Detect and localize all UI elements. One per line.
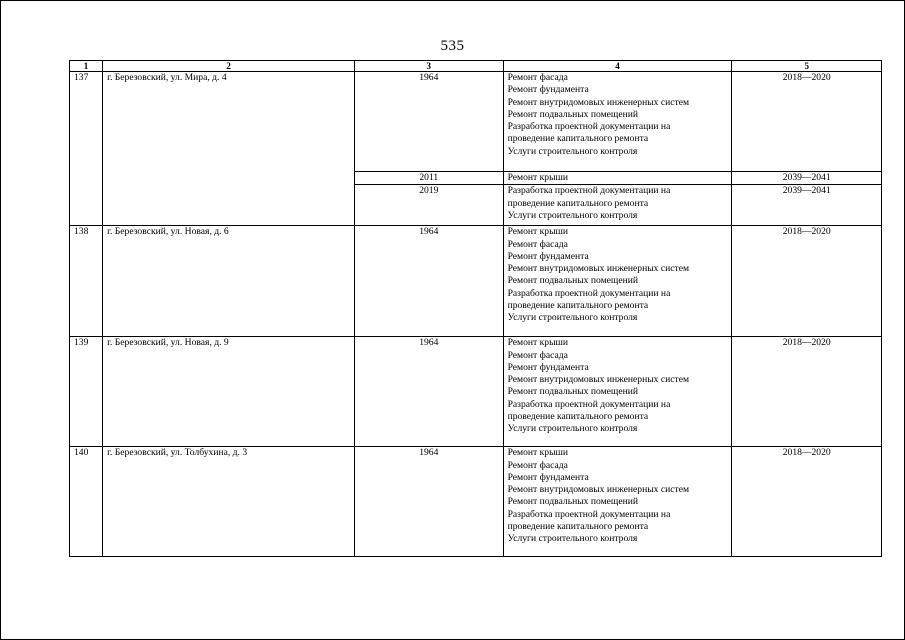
build-year: 1964 [355, 447, 504, 557]
column-header-3: 3 [355, 61, 504, 72]
building-address: г. Березовский, ул. Новая, д. 6 [103, 226, 355, 337]
work-item: Ремонт фасада [507, 238, 568, 250]
works-list [503, 447, 732, 557]
work-item: Услуги строительного контроля [507, 312, 638, 324]
work-item: Ремонт крыши [507, 226, 569, 238]
work-item: Услуги строительного контроля [507, 145, 638, 157]
work-item: проведение капитального ремонта [507, 521, 649, 533]
build-year: 1964 [355, 72, 504, 172]
work-item: Ремонт подвальных помещений [507, 108, 638, 120]
work-item: Ремонт внутридомовых инженерных систем [507, 96, 690, 108]
work-item: Разработка проектной документации на [507, 185, 671, 197]
build-year: 1964 [355, 337, 504, 447]
table-row [70, 72, 882, 172]
work-item: Ремонт фундамента [507, 471, 589, 483]
work-item: Ремонт подвальных помещений [507, 496, 638, 508]
work-item: Ремонт фасада [507, 72, 568, 83]
work-item: Ремонт фасада [507, 459, 568, 471]
work-item: Ремонт фундамента [507, 250, 589, 262]
column-number-row [70, 61, 882, 72]
work-item: Ремонт фасада [507, 349, 568, 361]
work-item: Ремонт подвальных помещений [507, 275, 638, 287]
work-item: Ремонт фундамента [507, 361, 589, 373]
work-item: Ремонт внутридомовых инженерных систем [507, 484, 690, 496]
repair-period: 2039—2041 [732, 172, 882, 185]
repair-period: 2018—2020 [732, 337, 882, 447]
table-row [70, 447, 882, 557]
table-row [70, 337, 882, 447]
work-item: Ремонт фундамента [507, 84, 589, 96]
repair-period: 2018—2020 [732, 447, 882, 557]
works-list [503, 226, 732, 337]
repair-schedule-table [69, 60, 882, 557]
building-address: г. Березовский, ул. Новая, д. 9 [103, 337, 355, 447]
building-address: г. Березовский, ул. Толбухина, д. 3 [103, 447, 355, 557]
column-header-4: 4 [503, 61, 732, 72]
table-row [70, 226, 882, 337]
repair-period: 2018—2020 [732, 226, 882, 337]
works-list [503, 185, 732, 226]
column-header-5: 5 [732, 61, 882, 72]
row-number: 140 [70, 447, 103, 557]
repair-period: 2039—2041 [732, 185, 882, 226]
repair-period: 2018—2020 [732, 72, 882, 172]
build-year: 1964 [355, 226, 504, 337]
column-header-2: 2 [103, 61, 355, 72]
row-number: 137 [70, 72, 103, 226]
work-item: Услуги строительного контроля [507, 209, 638, 221]
works-list [503, 172, 732, 185]
work-item: Ремонт крыши [507, 172, 569, 183]
page-number: 535 [440, 38, 465, 54]
work-item: проведение капитального ремонта [507, 133, 649, 145]
work-item: Услуги строительного контроля [507, 533, 638, 545]
work-item: Разработка проектной документации на [507, 508, 671, 520]
row-number: 138 [70, 226, 103, 337]
building-address: г. Березовский, ул. Мира, д. 4 [103, 72, 355, 226]
build-year: 2019 [355, 185, 504, 226]
work-item: Ремонт подвальных помещений [507, 386, 638, 398]
work-item: Разработка проектной документации на [507, 398, 671, 410]
work-item: Разработка проектной документации на [507, 121, 671, 133]
build-year: 2011 [355, 172, 504, 185]
row-number: 139 [70, 337, 103, 447]
works-list [503, 337, 732, 447]
work-item: проведение капитального ремонта [507, 197, 649, 209]
work-item: Разработка проектной документации на [507, 287, 671, 299]
work-item: Ремонт крыши [507, 447, 569, 459]
work-item: Ремонт внутридомовых инженерных систем [507, 263, 690, 275]
work-item: проведение капитального ремонта [507, 411, 649, 423]
work-item: Услуги строительного контроля [507, 423, 638, 435]
work-item: проведение капитального ремонта [507, 300, 649, 312]
works-list [503, 72, 732, 172]
work-item: Ремонт крыши [507, 337, 569, 349]
work-item: Ремонт внутридомовых инженерных систем [507, 374, 690, 386]
column-header-1: 1 [70, 61, 103, 72]
